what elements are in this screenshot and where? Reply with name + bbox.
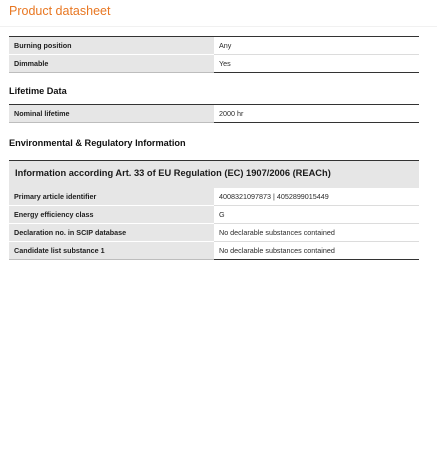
table-row — [9, 188, 419, 206]
property-value: Yes — [214, 55, 419, 73]
document-title: Product datasheet — [9, 4, 111, 18]
property-label: Primary article identifier — [9, 188, 214, 206]
general-properties-table — [9, 36, 419, 73]
lifetime-table — [9, 104, 419, 123]
property-label: Energy efficiency class — [9, 206, 214, 224]
property-value: 4008321097873 | 4052899015449 — [214, 188, 419, 206]
property-value: No declarable substances contained — [214, 242, 419, 260]
table-row — [9, 206, 419, 224]
property-value: Any — [214, 37, 419, 55]
reach-heading: Information according Art. 33 of EU Regulation (EC) 1907/2006 (REACh) — [15, 168, 331, 178]
header-divider — [0, 26, 437, 27]
property-label: Burning position — [9, 37, 214, 55]
table-row — [9, 242, 419, 260]
property-value: G — [214, 206, 419, 224]
table-row — [9, 224, 419, 242]
property-value: No declarable substances contained — [214, 224, 419, 242]
environmental-table — [9, 188, 419, 260]
table-row — [9, 105, 419, 123]
property-value: 2000 hr — [214, 105, 419, 123]
property-label: Nominal lifetime — [9, 105, 214, 123]
reach-heading-box — [9, 160, 419, 188]
property-label: Declaration no. in SCIP database — [9, 224, 214, 242]
property-label: Dimmable — [9, 55, 214, 73]
section-title-lifetime: Lifetime Data — [9, 86, 67, 96]
section-title-environmental: Environmental & Regulatory Information — [9, 138, 186, 148]
table-row — [9, 55, 419, 73]
property-label: Candidate list substance 1 — [9, 242, 214, 260]
table-row — [9, 37, 419, 55]
